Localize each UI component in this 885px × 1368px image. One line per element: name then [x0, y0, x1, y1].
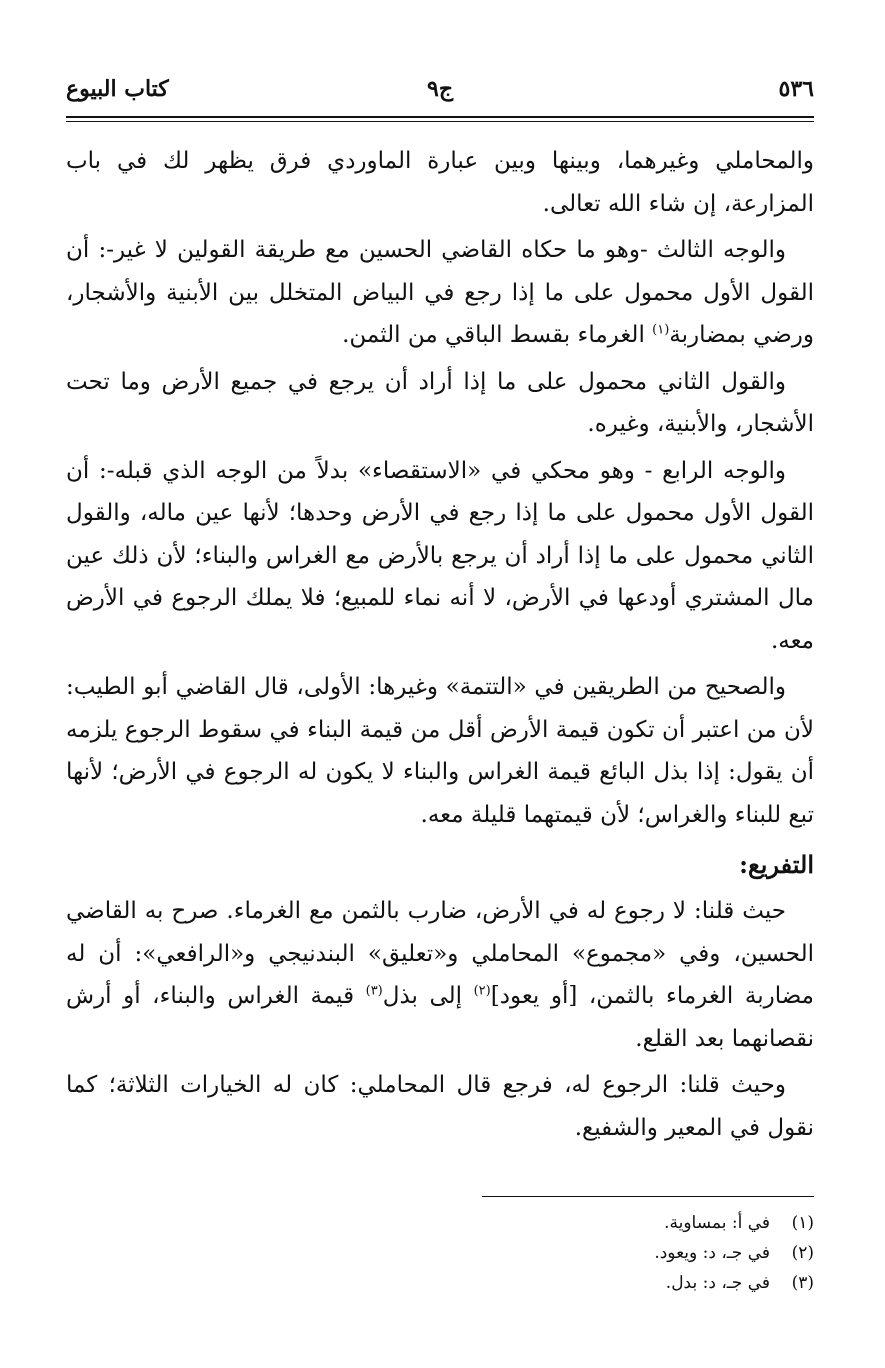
paragraph-3: والقول الثاني محمول على ما إذا أراد أن يرجع في جميع الأرض وما تحت الأشجار، والأبنية، وغيره. — [66, 368, 814, 437]
paragraph-6-text-end: قيمة الغراس والبناء، أو أرش نقصانهما بعد القلع. — [66, 983, 814, 1052]
page-header — [66, 72, 814, 112]
footnote — [66, 1238, 814, 1268]
footnote-text: في أ: بمساوية. — [664, 1213, 770, 1233]
paragraph-6-text: حيث قلنا: لا رجوع له في الأرض، ضارب بالثمن مع الغرماء. صرح به القاضي الحسين، وفي «مجموع» المحاملي و«تعليق» البندنيجي و«الرافعي»: أن له مضاربة الغرماء بالثمن، [أو يعود] — [66, 898, 814, 1009]
paragraph-2-text-cont: الغرماء بقسط الباقي من الثمن. — [342, 322, 653, 348]
book-title: كتاب البيوع — [66, 76, 169, 102]
paragraph-2-text: والوجه الثالث -وهو ما حكاه القاضي الحسين مع طريقة القولين لا غير-: أن القول الأول محمول على ما إذا رجع في البياض المتخلل بين الأبنية والأشجار، ورضي بمضاربة — [66, 237, 814, 348]
paragraph-5: والصحيح من الطريقين في «التتمة» وغيرها: الأولى، قال القاضي أبو الطيب: لأن من اعتبر أن تكون قيمة الأرض أقل من قيمة البناء في سقوط الرجوع يلزمه أن يقول: إذا بذل البائع قيمة الغراس والبناء لا يكون له الرجوع في الأرض؛ لأنها تبع للبناء والغراس؛ لأن قيمتهما قليلة معه. — [66, 674, 814, 828]
section-heading: التفريع: — [739, 850, 814, 879]
paragraph-2 — [66, 229, 814, 357]
paragraph-7: وحيث قلنا: الرجوع له، فرجع قال المحاملي: كان له الخيارات الثلاثة؛ كما نقول في المعير والشفيع. — [66, 1072, 814, 1141]
footnote-text: في جـ، د: ويعود. — [654, 1243, 770, 1263]
footnote-number: (٢) — [791, 1243, 814, 1263]
footnote — [66, 1268, 814, 1298]
volume-label: ج٩ — [426, 76, 454, 102]
paragraph-6 — [66, 890, 814, 1060]
footnote-ref-1[interactable]: (١) — [652, 322, 670, 338]
footnote-ref-3[interactable]: (٣) — [365, 983, 383, 999]
footnote — [66, 1208, 814, 1238]
footnote-separator — [482, 1196, 814, 1197]
main-text — [66, 140, 814, 1153]
footnote-number: (٣) — [791, 1273, 814, 1293]
footnotes — [66, 1208, 814, 1298]
paragraph-6-text-cont: إلى بذل — [382, 983, 474, 1009]
paragraph-4: والوجه الرابع - وهو محكي في «الاستقصاء» بدلاً من الوجه الذي قبله-: أن القول الأول محمول على ما إذا رجع في الأرض وحدها؛ لأنها عين ماله، والقول الثاني محمول على ما إذا أراد أن يرجع بالأرض مع الغراس والبناء؛ لأن ذلك عين مال المشتري أودعها في الأرض، لا أنه نماء للمبيع؛ فلا يملك الرجوع في الأرض معه. — [66, 457, 814, 654]
footnote-text: في جـ، د: بدل. — [665, 1273, 770, 1293]
paragraph-1: والمحاملي وغيرهما، وبينها وبين عبارة الماوردي فرق يظهر لك في باب المزارعة، إن شاء الله تعالى. — [66, 148, 814, 217]
footnote-ref-2[interactable]: (٢) — [473, 983, 491, 999]
footnote-number: (١) — [791, 1213, 814, 1233]
page-number: ٥٣٦ — [778, 76, 814, 102]
header-rule-thick — [66, 116, 814, 118]
header-rule-thin — [66, 121, 814, 122]
